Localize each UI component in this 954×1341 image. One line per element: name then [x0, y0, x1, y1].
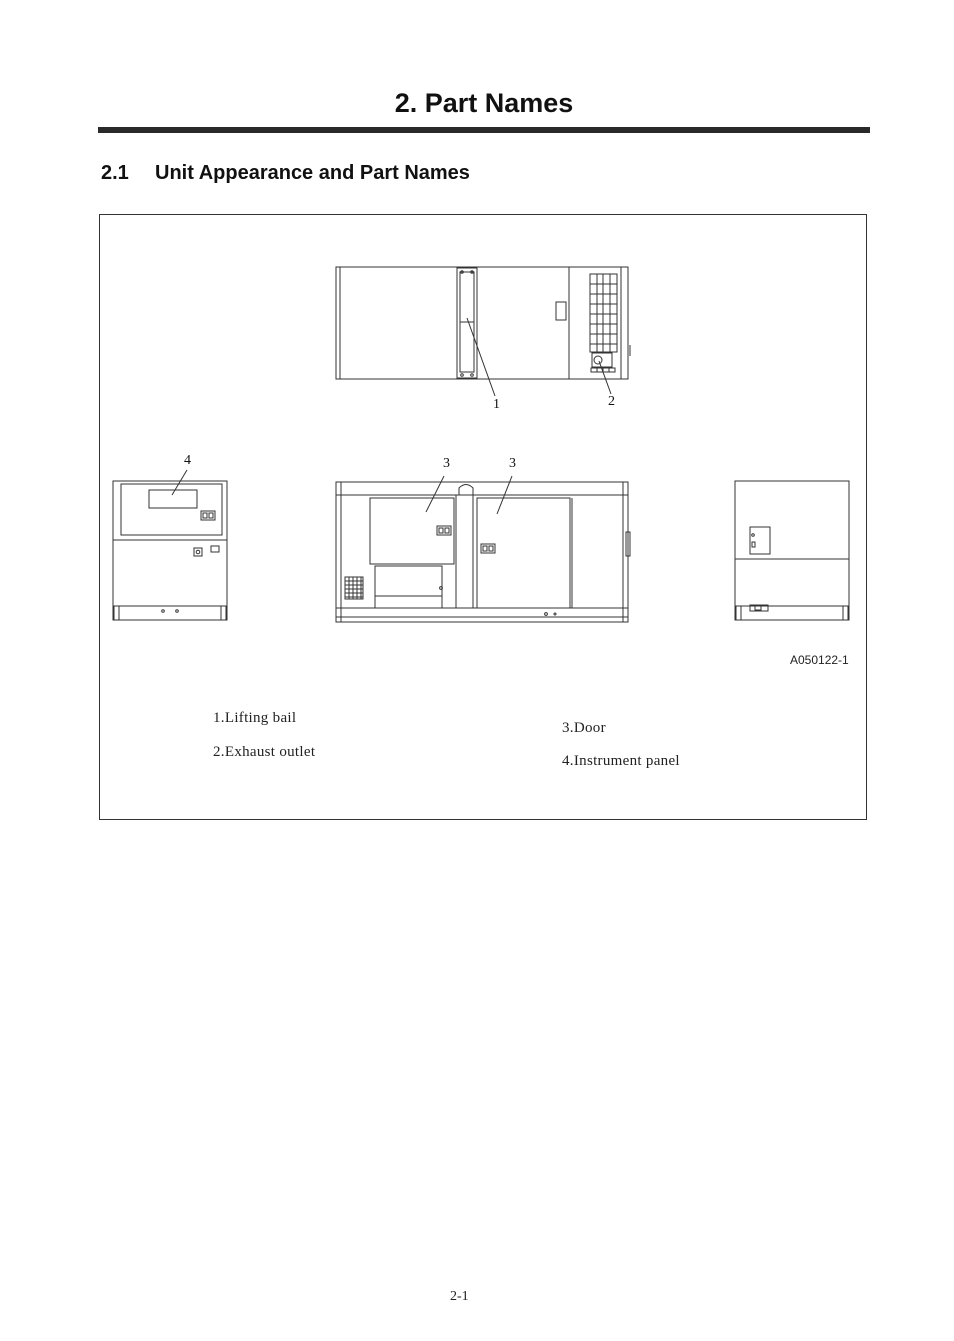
section-title: Unit Appearance and Part Names: [155, 162, 470, 184]
top-view: [336, 267, 630, 396]
legend-item: 3.Door: [562, 720, 606, 736]
front-view: [336, 476, 630, 622]
section-number: 2.1: [101, 162, 129, 184]
callout-3-left-door: 3: [443, 456, 450, 471]
legend-item: 1.Lifting bail: [213, 710, 297, 726]
callout-2: 2: [608, 394, 615, 409]
callout-4: 4: [184, 453, 191, 468]
callout-3-right-door: 3: [509, 456, 516, 471]
legend-item: 2.Exhaust outlet: [213, 744, 316, 760]
page-number: 2-1: [450, 1289, 469, 1304]
callout-1: 1: [493, 397, 500, 412]
instrument-side-view: [113, 470, 227, 620]
opposite-side-view: [735, 481, 849, 620]
figure-reference: A050122-1: [790, 653, 849, 667]
page-title: 2. Part Names: [394, 88, 574, 118]
legend-item: 4.Instrument panel: [562, 753, 680, 769]
